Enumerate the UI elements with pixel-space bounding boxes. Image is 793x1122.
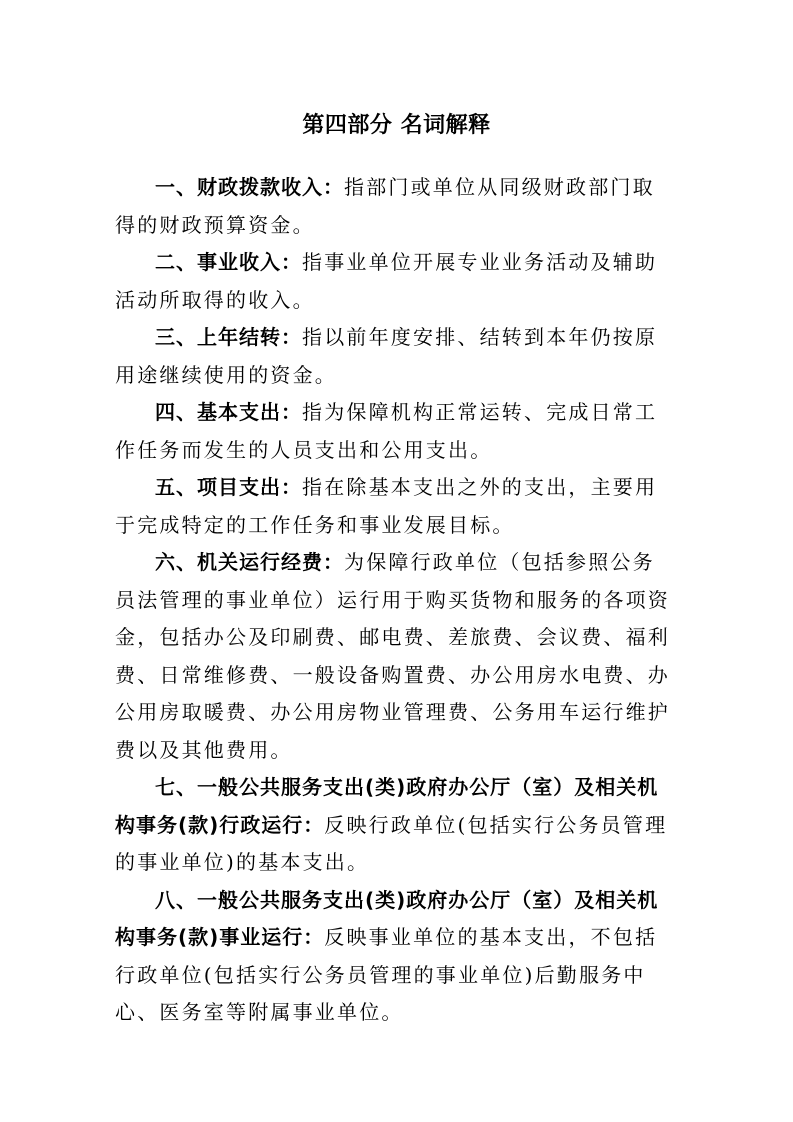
entry-term: 二、事业收入： — [155, 250, 302, 274]
entry-definition: 反映事业单位的基本支出，不包括行政单位(包括实行公务员管理的事业单位)后勤服务中心、医务室等附属事业单位。 — [115, 925, 658, 1024]
glossary-entry-1 — [115, 169, 675, 244]
entry-term: 五、项目支出： — [155, 475, 302, 499]
page-title: 第四部分 名词解释 — [302, 113, 491, 138]
glossary-entry-3 — [115, 319, 675, 394]
entry-term: 一、财政拨款收入： — [155, 175, 344, 199]
entry-definition: 指事业单位开展专业业务活动及辅助活动所取得的收入。 — [115, 250, 658, 312]
glossary-entry-5 — [115, 469, 675, 544]
entry-term: 七、一般公共服务支出(类)政府办公厅（室）及相关机构事务(款)行政运行： — [115, 775, 659, 837]
entry-term: 四、基本支出： — [155, 400, 302, 424]
glossary-entry-2 — [115, 244, 675, 319]
entry-definition: 反映行政单位(包括实行公务员管理的事业单位)的基本支出。 — [115, 812, 668, 874]
glossary-body — [115, 169, 675, 1032]
entry-definition: 指为保障机构正常运转、完成日常工作任务而发生的人员支出和公用支出。 — [115, 400, 658, 462]
entry-term: 八、一般公共服务支出(类)政府办公厅（室）及相关机构事务(款)事业运行： — [115, 887, 659, 949]
entry-term: 六、机关运行经费： — [155, 550, 344, 574]
entry-definition: 指部门或单位从同级财政部门取得的财政预算资金。 — [115, 175, 655, 237]
entry-definition: 指在除基本支出之外的支出，主要用于完成特定的工作任务和事业发展目标。 — [115, 475, 658, 537]
glossary-entry-8 — [115, 882, 675, 1032]
glossary-entry-6 — [115, 544, 675, 769]
entry-term: 三、上年结转： — [155, 325, 302, 349]
entry-definition: 指以前年度安排、结转到本年仍按原用途继续使用的资金。 — [115, 325, 658, 387]
glossary-entry-7 — [115, 769, 675, 882]
entry-definition: 为保障行政单位（包括参照公务员法管理的事业单位）运行用于购买货物和服务的各项资金，包括办公及印刷费、邮电费、差旅费、会议费、福利费、日常维修费、一般设备购置费、办公用房水电费、办公用房取暖费、办公用房物业管理费、公务用车运行维护费以及其他费用。 — [115, 550, 670, 762]
glossary-entry-4 — [115, 394, 675, 469]
